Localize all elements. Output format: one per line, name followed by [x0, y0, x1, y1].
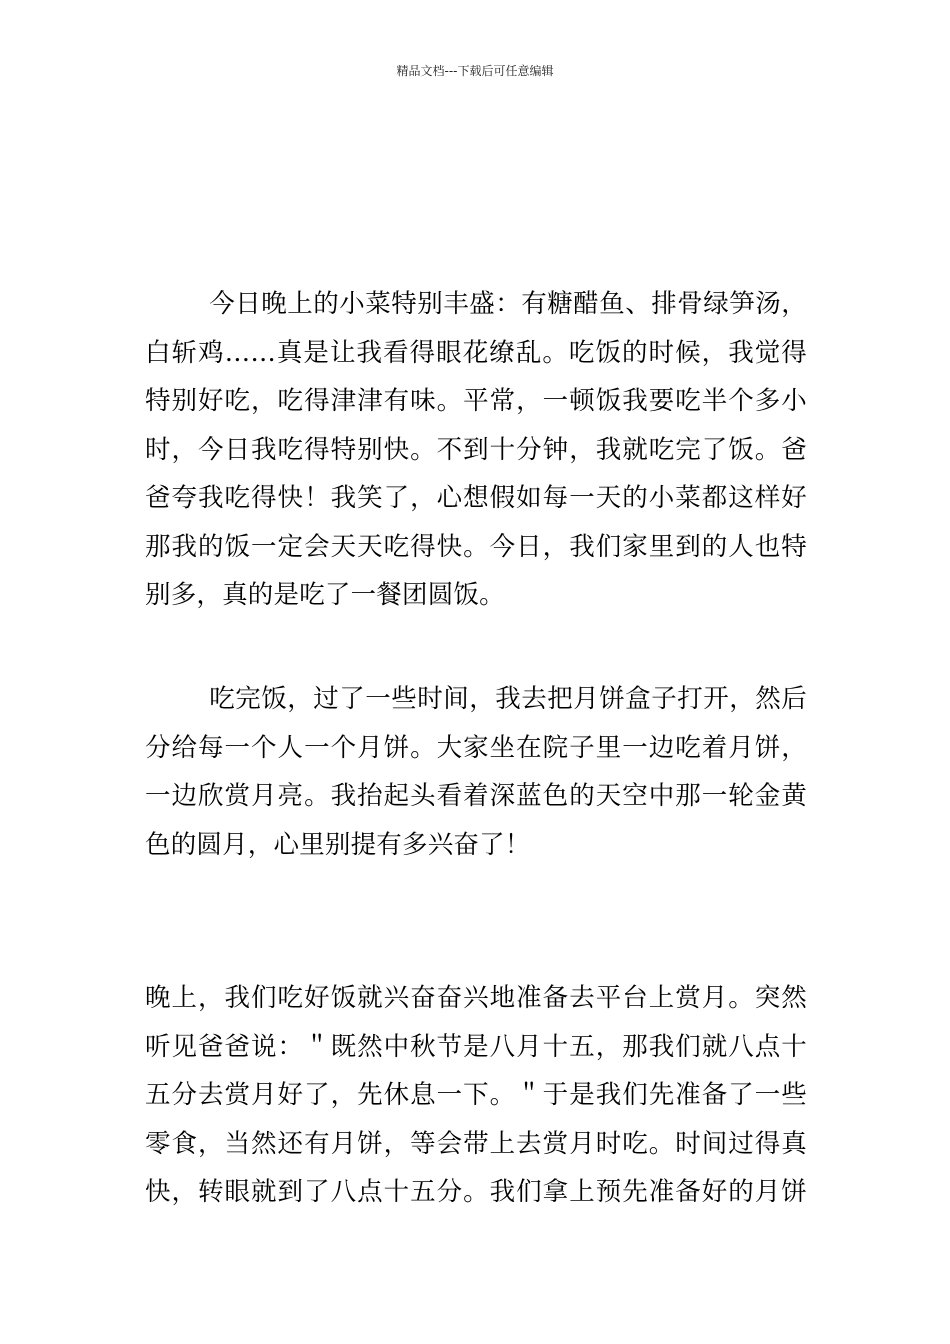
paragraph-line: 爸夸我吃得快！我笑了，心想假如每一天的小菜都这样好 — [145, 483, 807, 513]
paragraph-line: 那我的饭一定会天天吃得快。今日，我们家里到的人也特 — [145, 531, 807, 562]
paragraph-line: 快，转眼就到了八点十五分。我们拿上预先准备好的月饼 — [145, 1177, 807, 1207]
paragraph-line: 一边欣赏月亮。我抬起头看着深蓝色的天空中那一轮金黄 — [145, 781, 807, 811]
paragraph-line: 别多，真的是吃了一餐团圆饭。 — [145, 580, 505, 610]
paragraph-line: 五分去赏月好了，先休息一下。＂于是我们先准备了一些 — [145, 1080, 807, 1110]
paragraph-line: 白斩鸡……真是让我看得眼花缭乱。吃饭的时候，我觉得 — [145, 337, 807, 368]
paragraph-line: 特别好吃，吃得津津有味。平常，一顿饭我要吃半个多小 — [145, 386, 807, 416]
paragraph-line — [145, 280, 807, 329]
paragraph-1 — [145, 280, 807, 620]
page-header: 精品文档---下载后可任意编辑 — [396, 64, 554, 78]
line-text: 吃完饭，过了一些时间，我去把月饼盒子打开，然后 — [209, 684, 807, 714]
paragraph-line — [145, 675, 807, 724]
paragraph-line: 分给每一个人一个月饼。大家坐在院子里一边吃着月饼， — [145, 732, 807, 763]
paragraph-2 — [145, 675, 807, 869]
paragraph-line: 零食，当然还有月饼，等会带上去赏月时吃。时间过得真 — [145, 1128, 807, 1159]
paragraph-line: 时，今日我吃得特别快。不到十分钟，我就吃完了饭。爸 — [145, 434, 807, 465]
paragraph-3 — [145, 974, 807, 1217]
paragraph-line: 晚上，我们吃好饭就兴奋奋兴地准备去平台上赏月。突然 — [145, 983, 807, 1013]
line-text: 今日晚上的小菜特别丰盛：有糖醋鱼、排骨绿笋汤， — [209, 289, 807, 319]
paragraph-line: 听见爸爸说：＂既然中秋节是八月十五，那我们就八点十 — [145, 1031, 807, 1062]
paragraph-line: 色的圆月，心里别提有多兴奋了！ — [145, 829, 531, 860]
